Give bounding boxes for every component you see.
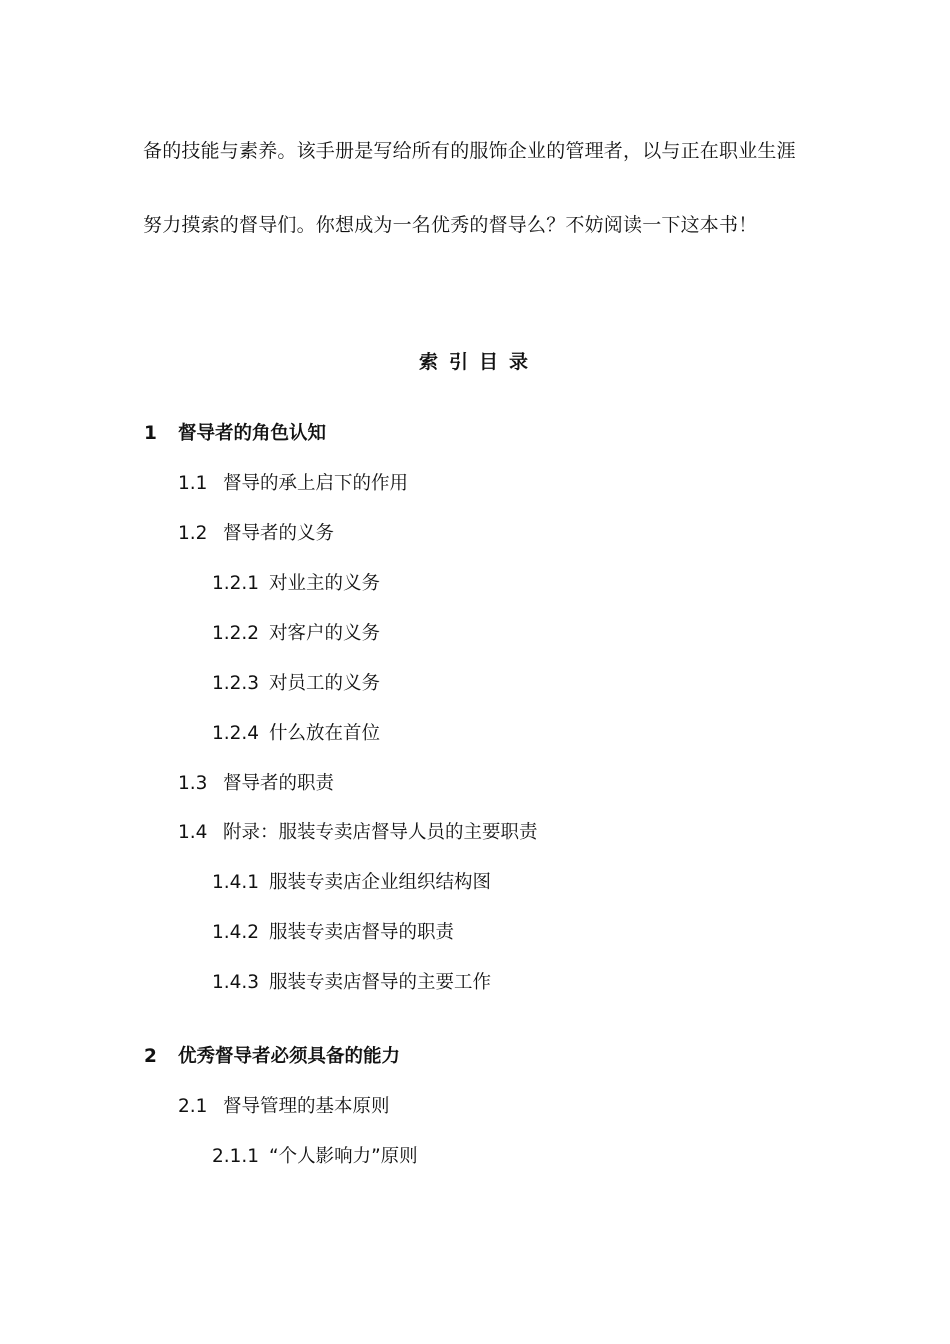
toc-entry-1-2 — [178, 522, 334, 546]
toc-entry-1-4 — [178, 821, 538, 845]
toc-entry-number: 1.4.2 — [212, 922, 260, 943]
toc-entry-1-1 — [178, 472, 408, 496]
toc-entry-number: 1.4.3 — [212, 972, 260, 993]
toc-entry-text: 附录：服装专卖店督导人员的主要职责 — [223, 822, 538, 843]
toc-entry-number: 2 — [144, 1046, 157, 1067]
toc-entry-text: 督导者的职责 — [223, 773, 335, 794]
intro-line-1: 备的技能与素养。该手册是写给所有的服饰企业的管理者，以与正在职业生涯 — [143, 140, 796, 162]
toc-entry-number: 1 — [144, 423, 157, 444]
toc-entry-2 — [144, 1045, 400, 1069]
toc-entry-number: 1.3 — [178, 773, 208, 794]
toc-entry-text: 对客户的义务 — [269, 623, 381, 644]
toc-entry-1-4-3 — [212, 971, 491, 995]
toc-entry-1-3 — [178, 772, 334, 796]
toc-entry-text: 督导管理的基本原则 — [223, 1096, 390, 1117]
toc-title: 索引目录 — [418, 351, 539, 373]
toc-entry-text: 优秀督导者必须具备的能力 — [178, 1046, 401, 1067]
toc-entry-number: 1.4 — [178, 822, 208, 843]
toc-entry-1 — [144, 422, 326, 446]
toc-entry-text: 督导者的角色认知 — [178, 423, 327, 444]
toc-entry-number: 1.2.4 — [212, 723, 260, 744]
toc-entry-number: 1.2 — [178, 523, 208, 544]
toc-entry-1-2-4 — [212, 722, 380, 746]
toc-entry-text: 对业主的义务 — [269, 573, 381, 594]
toc-entry-1-2-1 — [212, 572, 380, 596]
toc-entry-2-1-1 — [212, 1145, 418, 1169]
toc-entry-number: 2.1 — [178, 1096, 208, 1117]
toc-entry-text: 督导的承上启下的作用 — [223, 473, 409, 494]
toc-entry-number: 1.2.1 — [212, 573, 260, 594]
toc-entry-number: 1.2.3 — [212, 673, 260, 694]
toc-entry-number: 1.1 — [178, 473, 208, 494]
toc-entry-text: 什么放在首位 — [269, 723, 381, 744]
toc-entry-text: 督导者的义务 — [223, 523, 335, 544]
toc-entry-text: 对员工的义务 — [269, 673, 381, 694]
toc-entry-1-2-2 — [212, 622, 380, 646]
toc-entry-number: 1.4.1 — [212, 872, 260, 893]
toc-entry-2-1 — [178, 1095, 390, 1119]
toc-entry-1-4-1 — [212, 871, 491, 895]
toc-entry-text: “个人影响力”原则 — [269, 1146, 418, 1167]
toc-entry-1-2-3 — [212, 672, 380, 696]
intro-line-2: 努力摸索的督导们。你想成为一名优秀的督导么？不妨阅读一下这本书！ — [143, 214, 758, 236]
toc-entry-text: 服装专卖店督导的职责 — [269, 922, 455, 943]
toc-entry-text: 服装专卖店督导的主要工作 — [269, 972, 492, 993]
toc-entry-1-4-2 — [212, 921, 454, 945]
toc-entry-number: 2.1.1 — [212, 1146, 260, 1167]
toc-entry-text: 服装专卖店企业组织结构图 — [269, 872, 492, 893]
toc-entry-number: 1.2.2 — [212, 623, 260, 644]
